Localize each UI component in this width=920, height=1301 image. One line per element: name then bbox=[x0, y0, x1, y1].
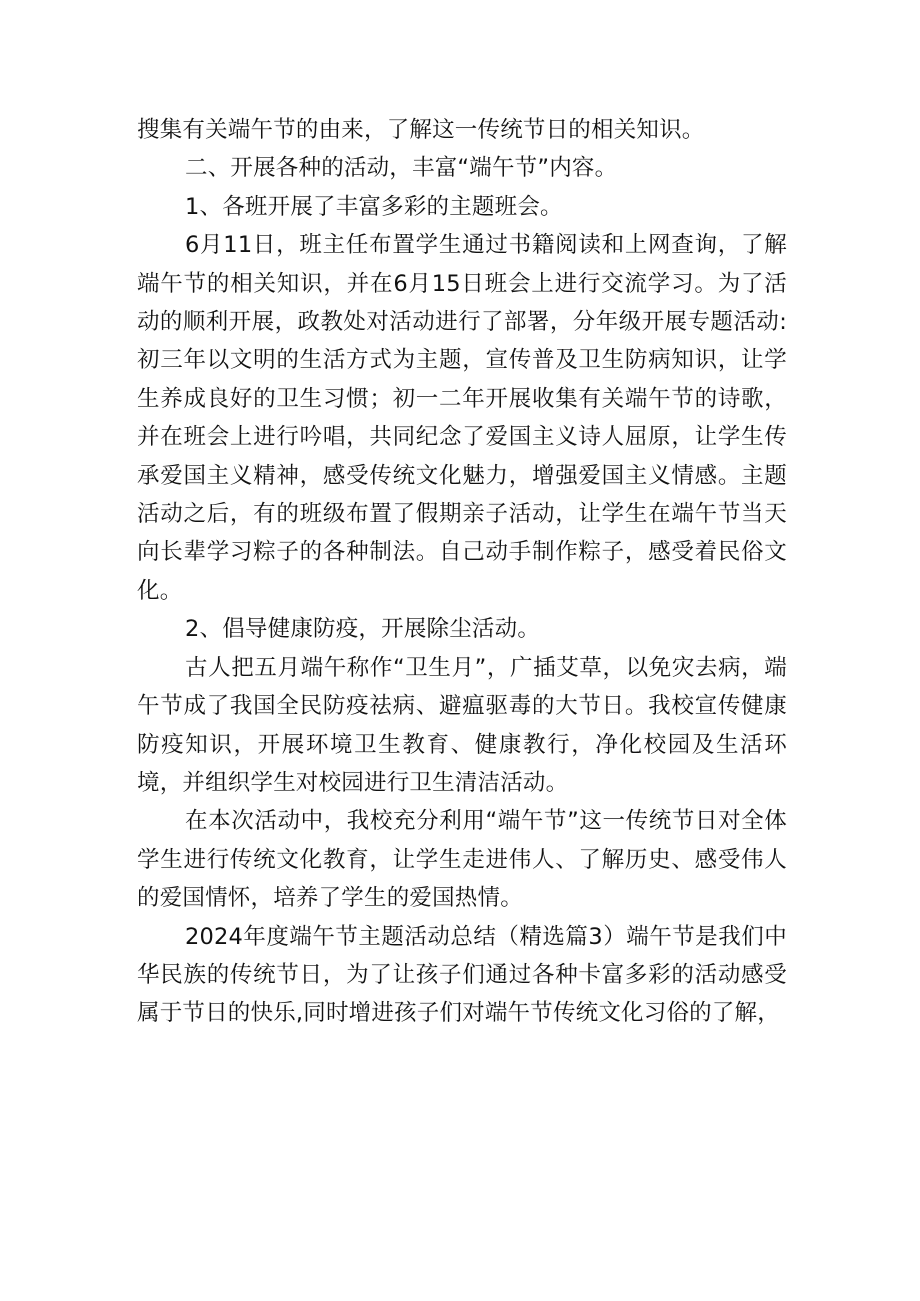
section-heading-activities: 二、开展各种的活动，丰富“端午节”内容。 bbox=[185, 155, 618, 182]
paragraph-next-article: 2024年度端午节主题活动总结（精选篇3）端午节是我们中华民族的传统节日，为了让孩子们通过各种卡富多彩的活动感受属于节日的快乐,同时增进孩子们对端午节传统文化习俗的了解， bbox=[137, 923, 787, 1027]
paragraph-class-meetings: 6月11日，班主任布置学生通过书籍阅读和上网查询，了解端午节的相关知识，并在6月15日班会上进行交流学习。为了活动的顺利开展，政教处对活动进行了部署，分年级开展专题活动:初三年以文明的生活方式为主题，宣传普及卫生防病知识，让学生养成良好的卫生习惯；初一二年开展收集有关端午节的诗歌，并在班会上进行吟唱，共同纪念了爱国主义诗人屈原，让学生传承爱国主义精神，感受传统文化魅力，增强爱国主义情感。主题活动之后，有的班级布置了假期亲子活动，让学生在端午节当天向长辈学习粽子的各种制法。自己动手制作粽子，感受着民俗文化。 bbox=[137, 232, 787, 604]
paragraph-continuation: 搜集有关端午节的由来，了解这一传统节日的相关知识。 bbox=[137, 117, 705, 143]
subheading-class-meetings: 1、各班开展了丰富多彩的主题班会。 bbox=[185, 193, 563, 220]
subheading-health-campaign: 2、倡导健康防疫，开展除尘活动。 bbox=[185, 616, 541, 643]
paragraph-summary: 在本次活动中，我校充分利用“端午节”这一传统节日对全体学生进行传统文化教育，让学生走进伟人、了解历史、感受伟人的爱国情怀，培养了学生的爱国热情。 bbox=[137, 808, 787, 912]
paragraph-health-campaign: 古人把五月端午称作“卫生月”，广插艾草，以免灾去病，端午节成了我国全民防疫祛病、避瘟驱毒的大节日。我校宣传健康防疫知识，开展环境卫生教育、健康教行，净化校园及生活环境，并组织学生对校园进行卫生清洁活动。 bbox=[137, 654, 787, 796]
document-body bbox=[137, 111, 787, 1033]
